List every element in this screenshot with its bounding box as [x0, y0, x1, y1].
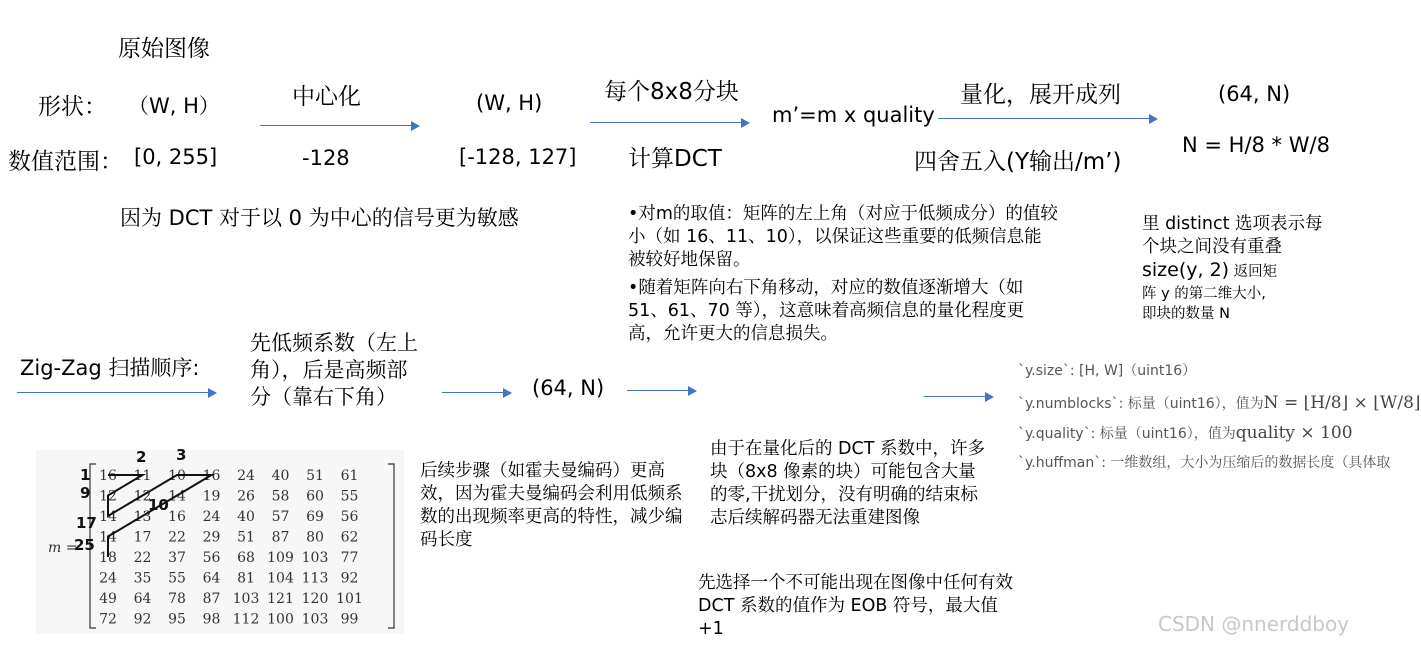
field-numblocks-text: `y.numblocks`: 标量（uint16），值为: [1018, 396, 1264, 412]
matrix-cell: 55: [340, 488, 359, 505]
matrix-cell: 64: [202, 570, 221, 587]
m-choice-bullet-2: •随着矩阵向右下角移动，对应的数值逐渐增大（如 51、61、70 等），这意味着高频信息的量化程度更高，允许更大的信息损失。: [628, 278, 1025, 344]
quality-formula: m’=m x quality: [772, 103, 935, 127]
n-formula: N = H/8 * W/8: [1182, 133, 1330, 157]
matrix-cell: 10: [168, 468, 186, 484]
result-shape: (64, N): [1218, 82, 1291, 106]
matrix-cell: 87: [271, 529, 290, 546]
zigzag-scan-path: [108, 475, 212, 557]
matrix-cell: 87: [202, 591, 221, 607]
matrix-cell: 22: [133, 550, 152, 566]
matrix-cell: 58: [271, 488, 290, 505]
matrix-cell: 92: [133, 611, 152, 628]
matrix-cell: 51: [237, 529, 255, 546]
field-numblocks: [1018, 393, 1421, 413]
zigzag-arrow-2: [442, 392, 510, 393]
shape-value: （W, H）: [128, 94, 220, 118]
m-choice-bullet-1: •对m的取值：矩阵的左上角（对应于低频成分）的值较小（如 16、11、10），以保证这些重要的低频信息能被较好地保留。: [628, 204, 1058, 270]
matrix-cell: 100: [267, 611, 294, 628]
round-label: 四舍五入(Y输出/m’): [914, 149, 1122, 175]
matrix-cell: 11: [133, 468, 152, 484]
quantization-matrix: [36, 446, 404, 634]
matrix-cell: 60: [306, 488, 324, 505]
matrix-cell: 24: [202, 509, 221, 525]
centering-arrow: [260, 125, 418, 126]
matrix-annotation: 9: [80, 484, 91, 502]
matrix-cell: 17: [133, 529, 152, 546]
huffman-followup: 后续步骤（如霍夫曼编码）更高效，因为霍夫曼编码会利用低频系数的出现频率更高的特性，减少编码长度: [420, 461, 683, 550]
matrix-cell: 98: [202, 611, 221, 628]
matrix-cell: 80: [306, 529, 324, 546]
matrix-cell: 26: [237, 488, 255, 505]
matrix-cell: 99: [340, 611, 359, 628]
matrix-annotation: 2: [136, 448, 147, 466]
numblocks-formula: N = ⌊H/8⌋ × ⌊W/8⌋: [1263, 393, 1421, 413]
matrix-annotation: 3: [176, 446, 187, 464]
matrix-cell: 29: [202, 529, 221, 546]
dct-arrow: [590, 122, 748, 123]
eob-choice: 先选择一个不可能出现在图像中任何有效 DCT 系数的值作为 EOB 符号，最大值+1: [698, 573, 1013, 639]
matrix-cell: 16: [202, 468, 221, 484]
matrix-cell: 24: [99, 570, 117, 587]
distinct-note: [1142, 213, 1323, 324]
matrix-cell: 72: [99, 611, 117, 628]
matrix-cell: 14: [168, 488, 186, 505]
matrix-cell: 12: [133, 488, 152, 505]
matrix-cell: 101: [336, 591, 363, 607]
watermark: CSDN @nnerddboy: [1158, 612, 1350, 636]
matrix-cell: 49: [99, 591, 117, 607]
matrix-cell: 61: [340, 468, 359, 484]
struct-arrow: [924, 396, 992, 397]
matrix-cell: 56: [202, 550, 221, 566]
matrix-cell: 109: [267, 550, 294, 566]
matrix-cell: 81: [237, 570, 255, 587]
matrix-cell: 121: [267, 591, 294, 607]
eob-reason: 由于在量化后的 DCT 系数中，许多块（8x8 像素的块）可能包含大量的零,干扰划分，没有明确的结束标志后续解码器无法重建图像: [710, 439, 986, 528]
matrix-cell: 68: [237, 550, 255, 566]
matrix-cell: 40: [237, 509, 255, 525]
zigzag-shape: (64, N): [532, 376, 605, 400]
matrix-cell: 56: [340, 509, 359, 525]
matrix-cell: 112: [232, 611, 260, 628]
centering-value: -128: [302, 146, 350, 170]
matrix-cell: 12: [99, 488, 117, 505]
matrix-cell: 103: [301, 611, 329, 628]
matrix-cell: 22: [168, 529, 186, 546]
zigzag-arrow: [17, 392, 215, 393]
matrix-cell: 69: [306, 509, 324, 525]
matrix-annotation: 17: [76, 514, 97, 532]
field-quality: [1018, 423, 1353, 443]
range-label: 数值范围：: [8, 149, 123, 175]
matrix-cell: 37: [168, 550, 186, 566]
matrix-annotation: 25: [74, 536, 95, 554]
matrix-cell: 16: [168, 509, 186, 525]
matrix-label: m =: [48, 540, 78, 556]
distinct-note-line-4: 阵 y 的第二维大小,: [1142, 286, 1266, 302]
matrix-cell: 104: [267, 570, 294, 587]
quantization-matrix-svg: [36, 446, 404, 634]
centered-range: [-128, 127]: [459, 145, 577, 169]
matrix-cell: 92: [340, 570, 359, 587]
distinct-note-line-2: 个块之间没有重叠: [1142, 237, 1282, 257]
size-function-desc: 返回矩: [1229, 264, 1278, 280]
matrix-cell: 64: [133, 591, 152, 607]
distinct-note-line-5: 即块的数量 N: [1142, 306, 1230, 322]
zigzag-description: 先低频系数（左上角），后是高频部分（靠右下角）: [250, 331, 418, 409]
matrix-annotation: 10: [148, 496, 169, 514]
matrix-cell: 77: [340, 550, 359, 566]
matrix-cell: 19: [202, 488, 221, 505]
matrix-cell: 18: [99, 550, 117, 566]
matrix-cell: 14: [99, 509, 117, 525]
matrix-right-bracket: [388, 464, 394, 628]
dct-block-label: 每个8x8分块: [604, 79, 739, 105]
matrix-cell: 35: [133, 570, 152, 587]
matrix-cell: 103: [232, 591, 260, 607]
original-image-title: 原始图像: [118, 36, 210, 62]
matrix-annotation: 1: [80, 466, 91, 484]
field-size: `y.size`: [H, W]（uint16）: [1018, 363, 1197, 379]
dct-sensitivity-note: 因为 DCT 对于以 0 为中心的信号更为敏感: [120, 206, 519, 230]
matrix-cell: 95: [168, 611, 186, 628]
quantize-label: 量化，展开成列: [960, 82, 1121, 108]
matrix-cell: 103: [301, 550, 329, 566]
quality-formula-math: quality × 100: [1235, 423, 1353, 443]
matrix-cell: 62: [340, 529, 359, 546]
range-value: [0, 255]: [134, 145, 218, 169]
matrix-cell: 14: [99, 529, 117, 546]
field-huffman: `y.huffman`: 一维数组，大小为压缩后的数据长度（具体取: [1018, 455, 1391, 471]
size-function: size(y, 2): [1142, 259, 1230, 281]
zigzag-label: Zig-Zag 扫描顺序:: [20, 356, 200, 380]
centered-shape: (W, H): [476, 91, 543, 115]
quantize-arrow: [938, 118, 1156, 119]
shape-label: 形状：: [38, 94, 107, 120]
matrix-cell: 78: [168, 591, 186, 607]
matrix-cell: 16: [99, 468, 117, 484]
field-quality-text: `y.quality`: 标量（uint16），值为: [1018, 426, 1236, 442]
matrix-cell: 55: [168, 570, 186, 587]
eob-arrow: [627, 390, 695, 391]
distinct-note-line-3: [1142, 259, 1323, 284]
matrix-cell: 113: [301, 570, 329, 587]
distinct-note-line-1: 里 distinct 选项表示每: [1142, 214, 1323, 234]
matrix-cell: 13: [133, 509, 152, 525]
dct-compute-label: 计算DCT: [628, 146, 722, 172]
matrix-cell: 51: [306, 468, 324, 484]
matrix-cell: 24: [237, 468, 255, 484]
matrix-cell: 57: [271, 509, 290, 525]
centering-label: 中心化: [292, 84, 361, 110]
matrix-cell: 40: [271, 468, 290, 484]
matrix-cell: 120: [301, 591, 329, 607]
